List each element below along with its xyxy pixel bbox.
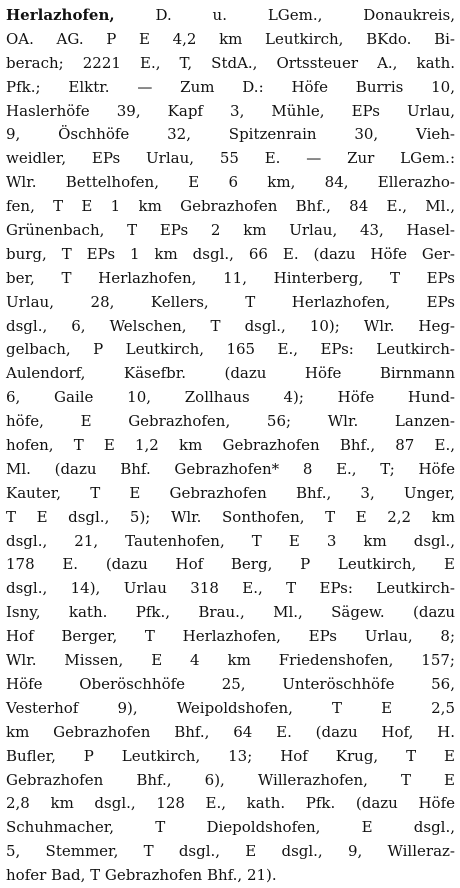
entry-line-17: 6, Gaile 10, Zollhaus 4); Höfe Hund- xyxy=(6,388,455,407)
entry-line-5: Haslerhöfe 39, Kapf 3, Mühle, EPs Urlau, xyxy=(6,101,455,120)
entry-line-12: ber, T Herlazhofen, 11, Hinterberg, T EPs xyxy=(6,268,455,287)
entry-line-1 xyxy=(6,4,455,28)
entry-line-20: Ml. (dazu Bhf. Gebrazhofen* 8 E., T; Höfe xyxy=(6,459,455,478)
entry-headword: Herlazhofen, xyxy=(6,6,115,24)
entry-line-15: gelbach, P Leutkirch, 165 E., EPs: Leutkirch- xyxy=(6,340,455,359)
entry-line-19: hofen, T E 1,2 km Gebrazhofen Bhf., 87 E., xyxy=(6,436,455,455)
entry-line-text: D. u. LGem., Donaukreis, xyxy=(114,6,455,24)
entry-line-16: Aulendorf, Käsefbr. (dazu Höfe Birnmann xyxy=(6,364,455,383)
entry-line-29: Höfe Oberöschhöfe 25, Unteröschhöfe 56, xyxy=(6,674,455,693)
entry-line-26: Isny, kath. Pfk., Brau., Ml., Sägew. (dazu xyxy=(6,603,455,622)
entry-line-28: Wlr. Missen, E 4 km Friedenshofen, 157; xyxy=(6,651,455,670)
entry-line-21: Kauter, T E Gebrazhofen Bhf., 3, Unger, xyxy=(6,483,455,502)
entry-line-34: 2,8 km dsgl., 128 E., kath. Pfk. (dazu Höfe xyxy=(6,794,455,813)
entry-line-37: hofer Bad, T Gebrazhofen Bhf., 21). xyxy=(6,866,277,885)
entry-line-9: fen, T E 1 km Gebrazhofen Bhf., 84 E., Ml., xyxy=(6,197,455,216)
entry-line-6: 9, Öschhöfe 32, Spitzenrain 30, Vieh- xyxy=(6,125,455,144)
entry-line-11: burg, T EPs 1 km dsgl., 66 E. (dazu Höfe Ger- xyxy=(6,244,455,263)
entry-line-35: Schuhmacher, T Diepoldshofen, E dsgl., xyxy=(6,818,455,837)
entry-line-10: Grünenbach, T EPs 2 km Urlau, 43, Hasel- xyxy=(6,221,455,240)
entry-line-2: OA. AG. P E 4,2 km Leutkirch, BKdo. Bi- xyxy=(6,29,455,48)
entry-line-32: Bufler, P Leutkirch, 13; Hof Krug, T E xyxy=(6,746,455,765)
entry-line-3: berach; 2221 E., T, StdA., Ortssteuer A., kath. xyxy=(6,53,455,72)
entry-line-27: Hof Berger, T Herlazhofen, EPs Urlau, 8; xyxy=(6,627,455,646)
entry-line-25: dsgl., 14), Urlau 318 E., T EPs: Leutkirch- xyxy=(6,579,455,598)
entry-line-18: höfe, E Gebrazhofen, 56; Wlr. Lanzen- xyxy=(6,412,455,431)
entry-line-23: dsgl., 21, Tautenhofen, T E 3 km dsgl., xyxy=(6,531,455,550)
entry-line-8: Wlr. Bettelhofen, E 6 km, 84, Ellerazho- xyxy=(6,173,455,192)
entry-line-31: km Gebrazhofen Bhf., 64 E. (dazu Hof, H. xyxy=(6,722,455,741)
entry-line-36: 5, Stemmer, T dsgl., E dsgl., 9, Willeraz- xyxy=(6,842,455,861)
entry-line-22: T E dsgl., 5); Wlr. Sonthofen, T E 2,2 km xyxy=(6,507,455,526)
entry-line-13: Urlau, 28, Kellers, T Herlazhofen, EPs xyxy=(6,292,455,311)
entry-line-33: Gebrazhofen Bhf., 6), Willerazhofen, T E xyxy=(6,770,455,789)
entry-line-30: Vesterhof 9), Weipoldshofen, T E 2,5 xyxy=(6,698,455,717)
entry-line-7: weidler, EPs Urlau, 55 E. — Zur LGem.: xyxy=(6,149,455,168)
entry-line-4: Pfk.; Elktr. — Zum D.: Höfe Burris 10, xyxy=(6,77,455,96)
entry-line-24: 178 E. (dazu Hof Berg, P Leutkirch, E xyxy=(6,555,455,574)
entry-line-14: dsgl., 6, Welschen, T dsgl., 10); Wlr. Heg- xyxy=(6,316,455,335)
